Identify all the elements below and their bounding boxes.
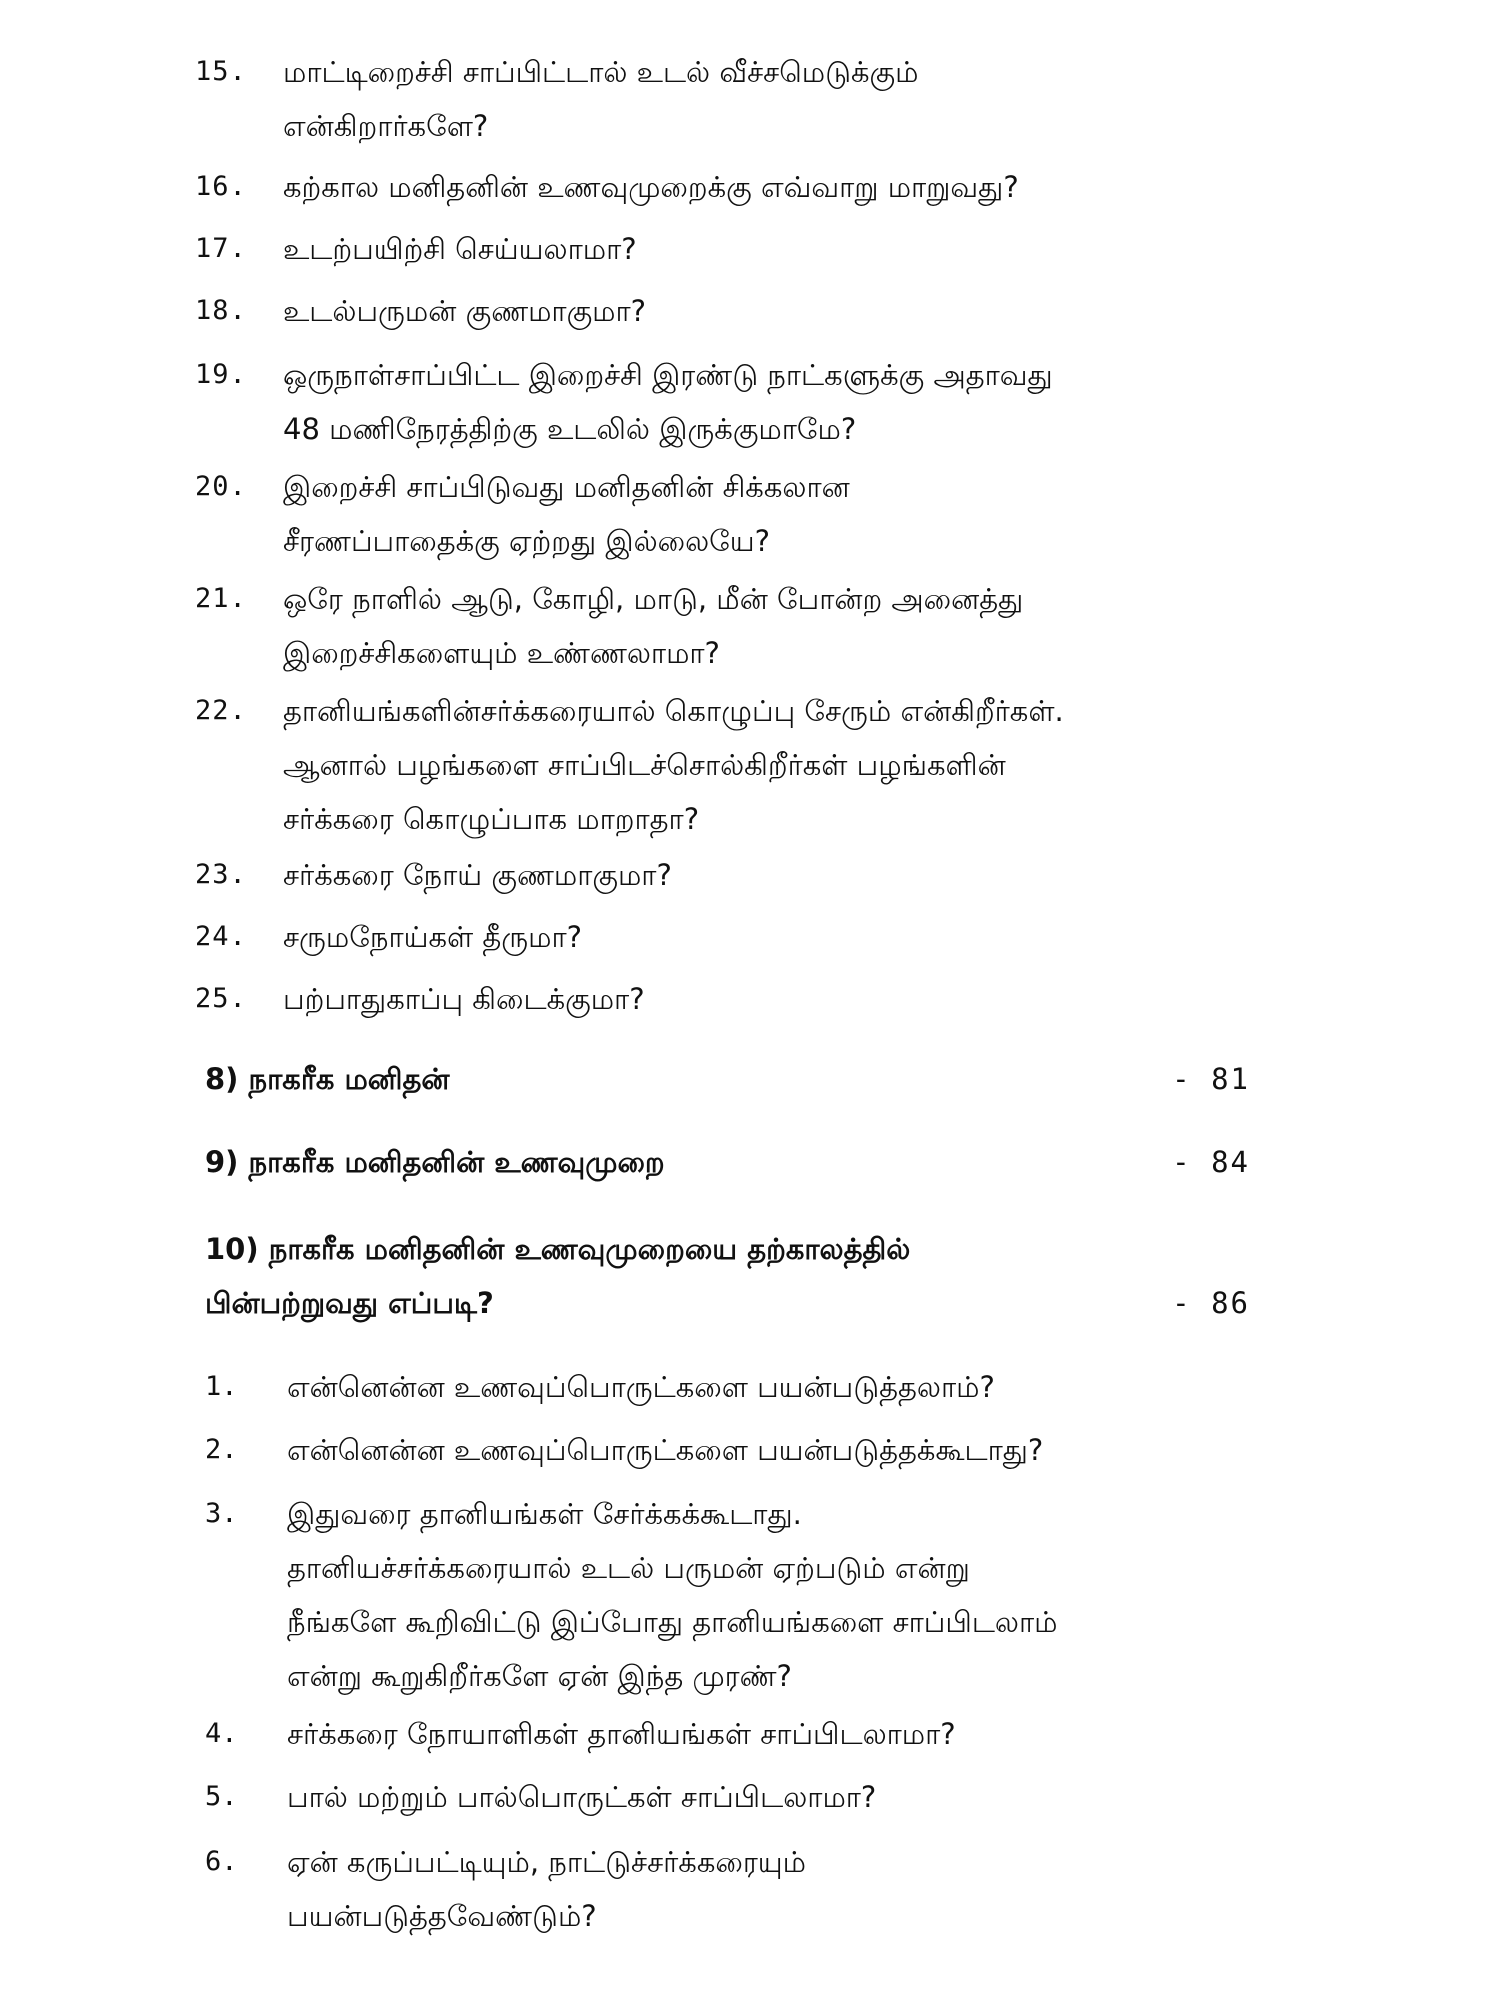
section-heading bbox=[205, 1135, 1250, 1189]
item-number: 3. bbox=[205, 1498, 238, 1529]
list-item bbox=[205, 1707, 1265, 1761]
list-item bbox=[195, 848, 1255, 902]
list-item bbox=[195, 222, 1255, 276]
item-text: ஒருநாள்சாப்பிட்ட இறைச்சி இரண்டு நாட்களுக்கு அதாவது 48 மணிநேரத்திற்கு உடலில் இருக்குமாமே? bbox=[283, 358, 1053, 446]
list-item bbox=[195, 972, 1255, 1026]
item-text: என்னென்ன உணவுப்பொருட்களை பயன்படுத்தலாம்? bbox=[287, 1370, 995, 1404]
item-text: தானியங்களின்சர்க்கரையால் கொழுப்பு சேரும் என்கிறீர்கள். ஆனால் பழங்களை சாப்பிடச்சொல்கிறீர்கள் பழங்களின் சர்க்கரை கொழுப்பாக மாறாதா? bbox=[283, 694, 1064, 836]
item-text: சருமநோய்கள் தீருமா? bbox=[283, 920, 583, 954]
item-number: 15. bbox=[195, 56, 247, 87]
item-number: 5. bbox=[205, 1781, 238, 1812]
list-item bbox=[195, 45, 1255, 153]
item-text: இறைச்சி சாப்பிடுவது மனிதனின் சிக்கலான சீரணப்பாதைக்கு ஏற்றது இல்லையே? bbox=[283, 470, 850, 558]
item-number: 6. bbox=[205, 1846, 238, 1877]
list-item bbox=[195, 572, 1255, 680]
item-text: பற்பாதுகாப்பு கிடைக்குமா? bbox=[283, 982, 645, 1016]
list-item bbox=[195, 284, 1255, 338]
section-title: 10) நாகரீக மனிதனின் உணவுமுறையை தற்காலத்தில் பின்பற்றுவது எப்படி? bbox=[205, 1232, 911, 1320]
item-number: 4. bbox=[205, 1718, 238, 1749]
item-text: ஏன் கருப்பட்டியும், நாட்டுச்சர்க்கரையும் பயன்படுத்தவேண்டும்? bbox=[287, 1845, 807, 1933]
list-item bbox=[195, 684, 1255, 846]
item-text: இதுவரை தானியங்கள் சேர்க்கக்கூடாது. தானியச்சர்க்கரையால் உடல் பருமன் ஏற்படும் என்று நீங்களே கூறிவிட்டு இப்போது தானியங்களை சாப்பிடலாம் என்று கூறுகிறீர்களே ஏன் இந்த முரண்? bbox=[287, 1497, 1058, 1693]
item-number: 18. bbox=[195, 295, 247, 326]
section-heading bbox=[205, 1052, 1250, 1106]
item-number: 21. bbox=[195, 583, 247, 614]
item-number: 23. bbox=[195, 859, 247, 890]
list-item bbox=[205, 1770, 1265, 1824]
list-item bbox=[205, 1360, 1265, 1414]
page-number: - 81 bbox=[1172, 1062, 1250, 1096]
item-number: 20. bbox=[195, 471, 247, 502]
list-item bbox=[205, 1835, 1265, 1943]
page-number: - 84 bbox=[1172, 1145, 1250, 1179]
item-text: கற்கால மனிதனின் உணவுமுறைக்கு எவ்வாறு மாறுவது? bbox=[283, 170, 1019, 204]
item-text: உடல்பருமன் குணமாகுமா? bbox=[283, 294, 647, 328]
list-item bbox=[205, 1423, 1265, 1477]
item-number: 19. bbox=[195, 359, 247, 390]
section-heading bbox=[205, 1222, 1250, 1330]
item-number: 22. bbox=[195, 695, 247, 726]
section-title: 9) நாகரீக மனிதனின் உணவுமுறை bbox=[205, 1145, 665, 1179]
item-text: சர்க்கரை நோய் குணமாகுமா? bbox=[283, 858, 672, 892]
item-number: 25. bbox=[195, 983, 247, 1014]
list-item bbox=[195, 348, 1255, 456]
item-text: உடற்பயிற்சி செய்யலாமா? bbox=[283, 232, 637, 266]
page-number: - 86 bbox=[1172, 1286, 1250, 1320]
item-number: 17. bbox=[195, 233, 247, 264]
list-item bbox=[205, 1487, 1265, 1703]
item-number: 2. bbox=[205, 1434, 238, 1465]
item-text: என்னென்ன உணவுப்பொருட்களை பயன்படுத்தக்கூடாது? bbox=[287, 1433, 1044, 1467]
item-number: 1. bbox=[205, 1371, 238, 1402]
section-title: 8) நாகரீக மனிதன் bbox=[205, 1062, 450, 1096]
item-number: 16. bbox=[195, 171, 247, 202]
list-item bbox=[195, 460, 1255, 568]
item-number: 24. bbox=[195, 921, 247, 952]
list-item bbox=[195, 910, 1255, 964]
item-text: சர்க்கரை நோயாளிகள் தானியங்கள் சாப்பிடலாமா? bbox=[287, 1717, 956, 1751]
item-text: மாட்டிறைச்சி சாப்பிட்டால் உடல் வீச்சமெடுக்கும் என்கிறார்களே? bbox=[283, 55, 919, 143]
item-text: ஒரே நாளில் ஆடு, கோழி, மாடு, மீன் போன்ற அனைத்து இறைச்சிகளையும் உண்ணலாமா? bbox=[283, 582, 1024, 670]
list-item bbox=[195, 160, 1255, 214]
item-text: பால் மற்றும் பால்பொருட்கள் சாப்பிடலாமா? bbox=[287, 1780, 877, 1814]
